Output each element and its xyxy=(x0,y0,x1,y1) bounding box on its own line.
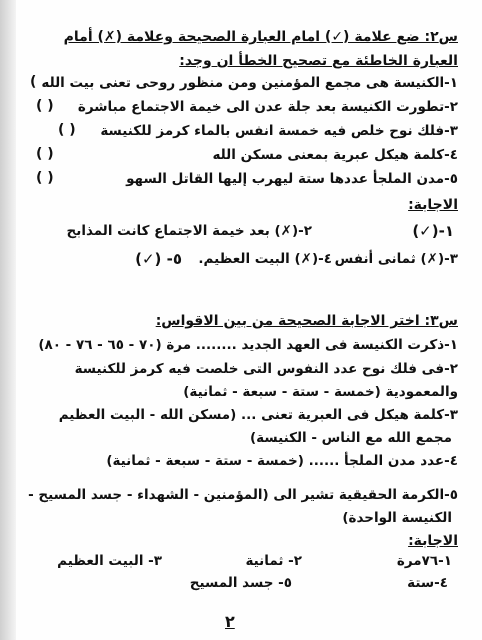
q2-item-4-answer-box: ( ) xyxy=(36,146,54,162)
q3-item-2: ٢-فى فلك نوح عدد النفوس التى خلصت فيه كرمز للكنيسة xyxy=(74,361,458,377)
q2-item-2: ٢-تطورت الكنيسة بعد جلة عدن الى خيمة الاجتماع مباشرة xyxy=(77,99,458,115)
q2-answer-heading: الاجابة: xyxy=(408,197,458,213)
q3-item-5-cont: الكنيسة الواحدة) xyxy=(342,510,452,526)
q3-answer-1: ١-٧٦مرة xyxy=(396,553,452,569)
q2-item-5-answer-box: ( ) xyxy=(36,170,54,186)
q2-item-1: ١-الكنيسة هى مجمع المؤمنين ومن منظور روحى تعنى بيت الله xyxy=(41,75,458,91)
scan-edge-shadow xyxy=(0,0,16,640)
page-number: ٢ xyxy=(225,612,235,631)
q2-item-3-answer-box: ( ) xyxy=(58,122,76,138)
q3-answer-2: ٢- ثمانية xyxy=(245,553,302,569)
q3-answer-4: ٤-ستة xyxy=(407,575,448,591)
q3-answer-heading: الاجابة: xyxy=(408,533,458,549)
q3-item-5: ٥-الكرمة الحقيقية تشير الى (المؤمنين - الشهداء - جسد المسيح - xyxy=(28,487,458,503)
q3-item-2-cont: والمعمودية (خمسة - ستة - سبعة - ثمانية) xyxy=(183,384,458,400)
q3-title: س٣: اختر الاجابة الصحيحة من بين الاقواس: xyxy=(155,313,458,329)
q3-item-1: ١-ذكرت الكنيسة فى العهد الجديد ........ مرة (٧٠ - ٦٥ - ٧٦ - ٨٠) xyxy=(38,337,458,353)
q3-item-4: ٤-عدد مدن الملجأ ...... (خمسة - ستة - سبعة - ثمانية) xyxy=(106,453,458,469)
q3-item-3: ٣-كلمة هيكل فى العبرية تعنى ... (مسكن الله - البيت العظيم xyxy=(58,407,458,423)
q2-item-1-answer-box: ( xyxy=(30,74,37,90)
q2-item-5: ٥-مدن الملجأ عددها ستة ليهرب إليها القاتل السهو xyxy=(126,171,458,187)
q2-answer-3: ٣-(✗) ثمانى أنفس xyxy=(334,251,458,267)
q2-answer-4: ٤-(✗) البيت العظيم. xyxy=(198,251,332,267)
q2-item-2-answer-box: ( ) xyxy=(36,98,54,114)
q2-title-line2: العبارة الخاطئة مع تصحيح الخطأ ان وجد: xyxy=(179,53,458,69)
q3-item-3-cont: مجمع الله مع الناس - الكنيسة) xyxy=(249,430,452,446)
q2-answer-5: ٥- (✓) xyxy=(135,250,182,268)
q2-item-4: ٤-كلمة هيكل عبرية بمعنى مسكن الله xyxy=(212,147,458,163)
q2-answer-2: ٢-(✗) بعد خيمة الاجتماع كانت المذابح xyxy=(66,223,312,239)
q3-answer-5: ٥- جسد المسيح xyxy=(189,575,292,591)
q3-answer-3: ٣- البيت العظيم xyxy=(57,553,162,569)
q2-item-3: ٣-فلك نوح خلص فيه خمسة انفس بالماء كرمز للكنيسة xyxy=(100,123,458,139)
q2-title-line1: س٢: ضع علامة (✓) امام العبارة الصحيحة وعلامة (✗) أمام xyxy=(63,29,458,45)
q2-answer-1: ١-(✓) xyxy=(412,222,454,240)
